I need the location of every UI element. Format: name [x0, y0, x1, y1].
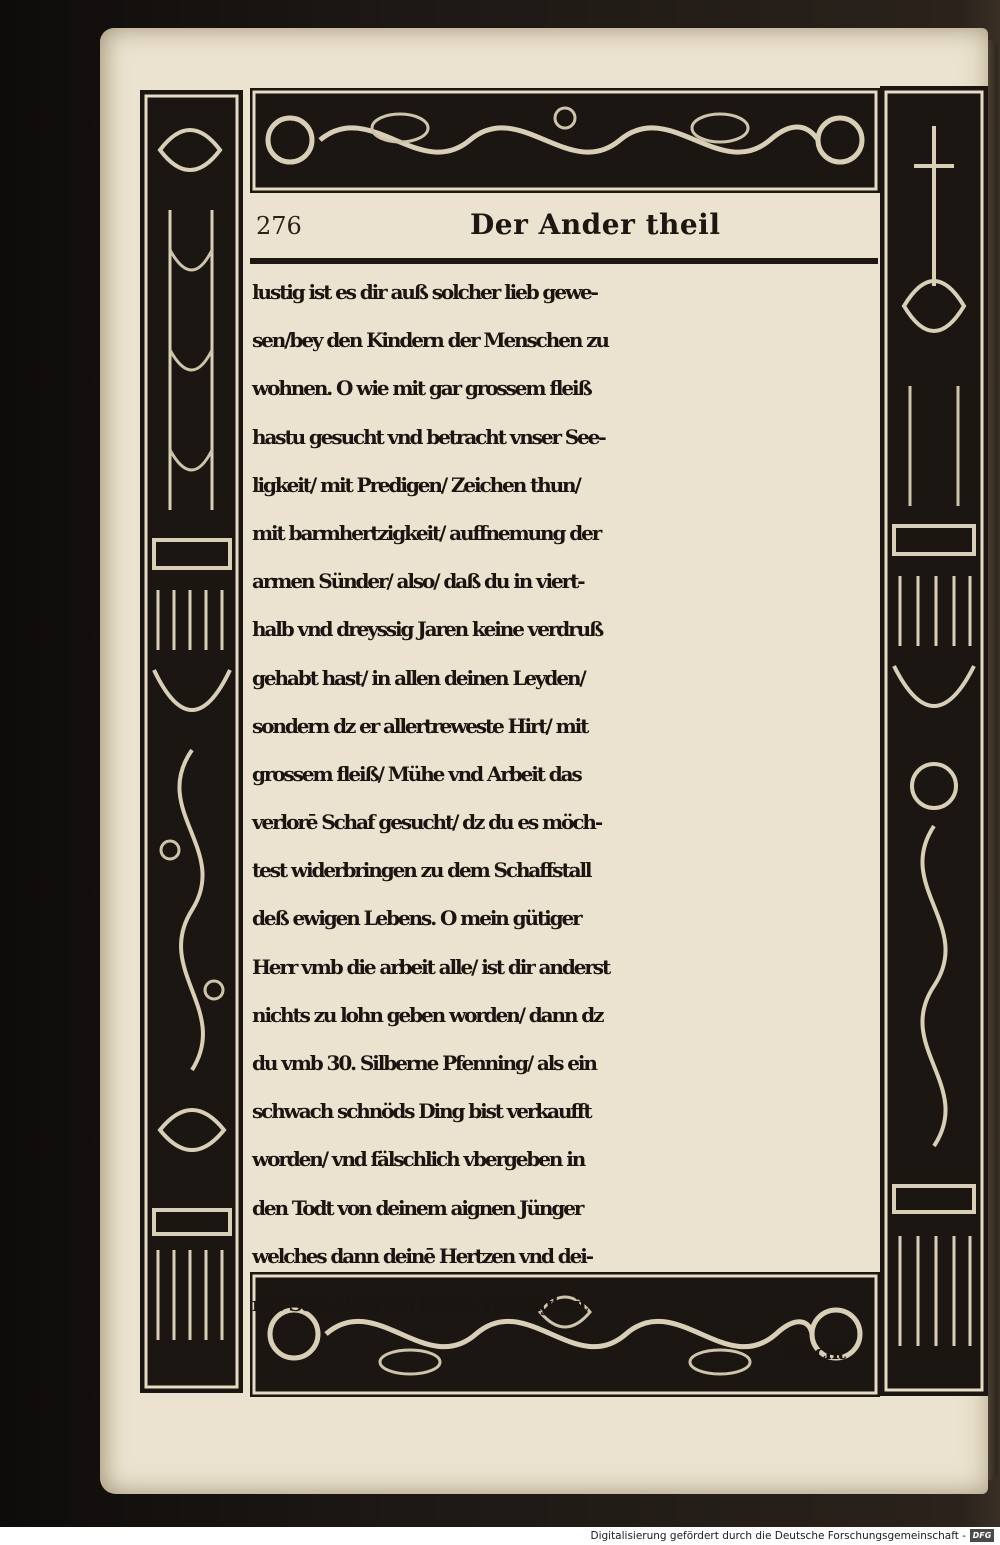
- text-line: verlorē Schaf gesucht/ dz du es möch-: [252, 810, 602, 835]
- text-line: hastu gesucht vnd betracht vnser See-: [252, 424, 605, 449]
- page-header: [250, 200, 878, 252]
- text-line: Herr vmb die arbeit alle/ ist dir anderst: [252, 954, 610, 979]
- running-head: Der Ander theil: [470, 208, 721, 241]
- text-line: ner Seel nicht ein kleine Trawrigkeit: [252, 1291, 587, 1316]
- credit-bar: [0, 1527, 1000, 1545]
- text-line: welches dann deinē Hertzen vnd dei-: [252, 1243, 592, 1268]
- text-line: gehabt hast/ in allen deinen Leyden/: [252, 665, 585, 690]
- text-line: halb vnd dreyssig Jaren keine verdruß: [252, 617, 603, 642]
- text-line: du vmb 30. Silberne Pfenning/ als ein: [252, 1051, 596, 1075]
- text-line: wohnen. O wie mit gar grossem fleiß: [252, 376, 591, 401]
- catchword: bracht: [783, 1340, 844, 1365]
- dfg-logo: DFG: [970, 1529, 994, 1542]
- ornamental-border-top: [250, 88, 880, 193]
- text-line: schwach schnöds Ding bist verkaufft: [252, 1099, 591, 1124]
- text-line: worden/ vnd fälschlich vbergeben in: [252, 1147, 585, 1172]
- ornamental-border-left: [140, 90, 243, 1393]
- text-line: sen/bey den Kindern der Menschen zu: [252, 328, 608, 353]
- text-line: test widerbringen zu dem Schaffstall: [252, 858, 591, 883]
- funding-credit: Digitalisierung gefördert durch die Deutsche Forschungsgemeinschaft -: [590, 1530, 966, 1542]
- text-line: ligkeit/ mit Predigen/ Zeichen thun/: [252, 472, 580, 497]
- text-line: deß ewigen Lebens. O mein gütiger: [252, 906, 581, 931]
- text-line: mit barmhertzigkeit/ auffnemung der: [252, 520, 601, 545]
- ornamental-border-right: [880, 86, 988, 1396]
- text-line: sondern dz er allertreweste Hirt/ mit: [252, 713, 588, 738]
- text-line: lustig ist es dir auß solcher lieb gewe-: [252, 280, 597, 304]
- text-line: nichts zu lohn geben worden/ dann dz: [252, 1002, 603, 1027]
- page-number: 276: [256, 212, 302, 240]
- text-line: armen Sünder/ also/ daß du in viert-: [252, 569, 584, 594]
- text-line: den Todt von deinem aignen Jünger: [252, 1195, 583, 1220]
- text-line: grossem fleiß/ Mühe vnd Arbeit das: [252, 761, 581, 786]
- body-text: [252, 268, 880, 1376]
- header-rule: [250, 258, 878, 264]
